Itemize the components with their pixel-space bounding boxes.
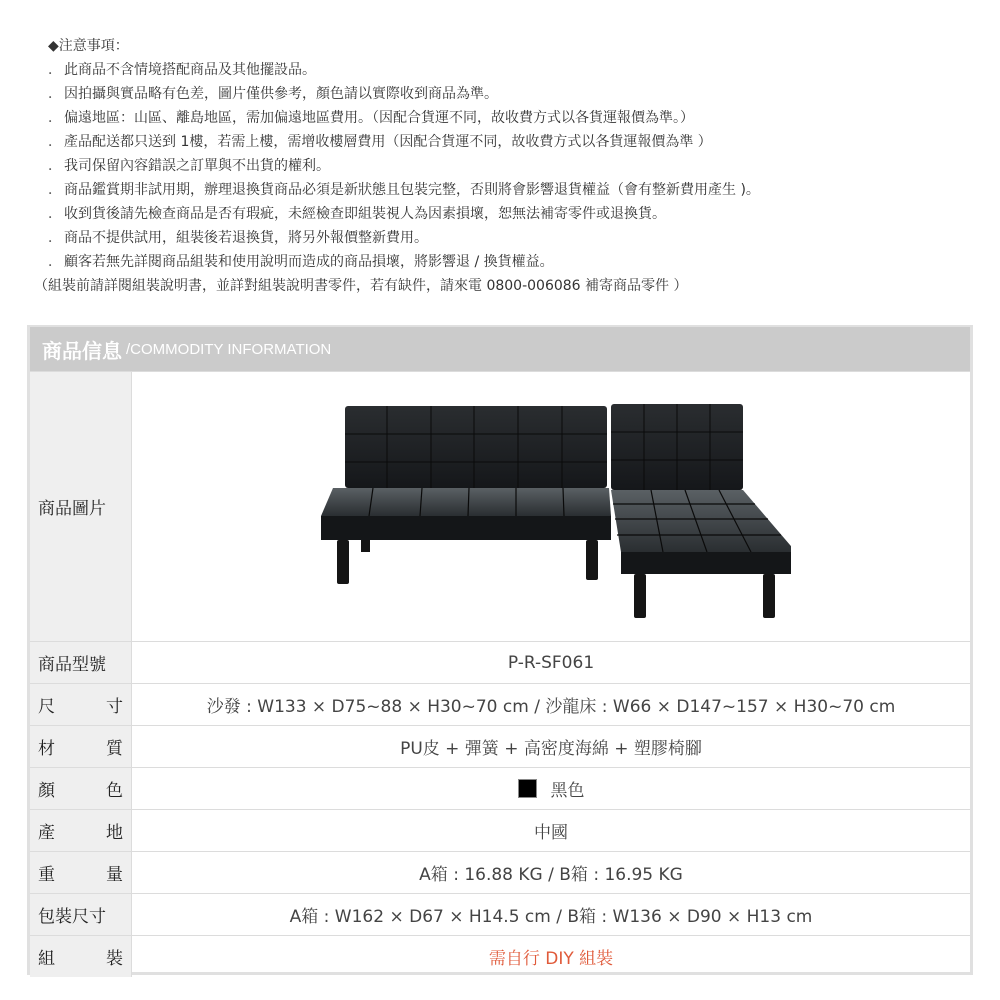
color-name: 黑色 bbox=[550, 781, 585, 801]
label-char: 尺 bbox=[38, 697, 55, 717]
notice-item bbox=[34, 58, 984, 82]
notice-text: 顧客若無先詳閱商品組裝和使用說明而造成的商品損壞，將影響退 / 換貨權益。 bbox=[64, 254, 554, 270]
bullet: ． bbox=[48, 134, 62, 150]
row-value: P-R-SF061 bbox=[507, 652, 595, 673]
notice-item bbox=[34, 154, 984, 178]
bullet: ． bbox=[48, 254, 62, 270]
row-label bbox=[30, 936, 132, 977]
notice-text: 收到貨後請先檢查商品是否有瑕疵，未經檢查即組裝視人為因素損壞，恕無法補寄零件或退換貨。 bbox=[64, 206, 666, 222]
bullet: ． bbox=[48, 206, 62, 222]
notice-text: 偏遠地區：山區、離島地區，需加偏遠地區費用。（因配合貨運不同，故收費方式以各貨運報價為準。） bbox=[64, 110, 694, 126]
row-model bbox=[30, 641, 970, 683]
row-label bbox=[30, 726, 132, 767]
row-label bbox=[30, 894, 132, 935]
notice-text: 產品配送都只送到 1樓，若需上樓，需增收樓層費用（因配合貨運不同，故收費方式以各貨運報價為準 ） bbox=[64, 134, 712, 150]
info-header-subtitle: /COMMODITY INFORMATION bbox=[126, 340, 332, 358]
notice-item bbox=[34, 82, 984, 106]
notice-item bbox=[34, 178, 984, 202]
notice-item bbox=[34, 106, 984, 130]
row-color bbox=[30, 767, 970, 809]
row-value bbox=[132, 768, 970, 809]
row-assembly bbox=[30, 935, 970, 977]
row-package-size bbox=[30, 893, 970, 935]
label-text: 商品圖片 bbox=[38, 499, 106, 519]
bullet: ． bbox=[48, 86, 62, 102]
row-value-assembly-required: 需自行 DIY 組裝 bbox=[488, 949, 614, 969]
row-value: PU皮 + 彈簧 + 高密度海綿 + 塑膠椅腳 bbox=[400, 739, 702, 759]
notice-section bbox=[34, 34, 984, 298]
row-size bbox=[30, 683, 970, 725]
row-material bbox=[30, 725, 970, 767]
label-char: 裝 bbox=[106, 949, 123, 969]
notice-title: ◆注意事項： bbox=[48, 38, 129, 54]
bullet: ． bbox=[48, 158, 62, 174]
notice-item bbox=[34, 226, 984, 250]
label-text: 包裝尺寸 bbox=[38, 907, 106, 927]
label-text: 商品型號 bbox=[38, 655, 106, 675]
info-header-title: 商品信息 bbox=[42, 338, 122, 363]
row-label bbox=[30, 642, 132, 683]
label-char: 地 bbox=[106, 823, 123, 843]
info-header bbox=[30, 327, 970, 371]
bullet: ． bbox=[48, 182, 62, 198]
label-char: 組 bbox=[38, 949, 55, 969]
notice-item bbox=[34, 130, 984, 154]
row-label bbox=[30, 372, 132, 641]
commodity-info-table bbox=[27, 325, 973, 975]
notice-footer: （組裝前請詳閱組裝說明書，並詳對組裝說明書零件，若有缺件，請來電 0800-006086 補寄商品零件 ） bbox=[34, 278, 688, 294]
row-product-image bbox=[30, 371, 970, 641]
row-label bbox=[30, 810, 132, 851]
bullet: ． bbox=[48, 230, 62, 246]
label-char: 色 bbox=[106, 781, 123, 801]
notice-text: 商品鑑賞期非試用期，辦理退換貨商品必須是新狀態且包裝完整，否則將會影響退貨權益（會有整新費用產生 )。 bbox=[64, 182, 760, 198]
label-char: 顏 bbox=[38, 781, 55, 801]
color-swatch-icon bbox=[518, 779, 537, 798]
label-char: 材 bbox=[38, 739, 55, 759]
notice-text: 我司保留內容錯誤之訂單與不出貨的權利。 bbox=[64, 158, 330, 174]
notice-item bbox=[34, 202, 984, 226]
row-origin bbox=[30, 809, 970, 851]
product-image-cell bbox=[132, 372, 970, 641]
label-char: 質 bbox=[106, 739, 123, 759]
label-char: 產 bbox=[38, 823, 55, 843]
notice-text: 商品不提供試用，組裝後若退換貨，將另外報價整新費用。 bbox=[64, 230, 428, 246]
row-label bbox=[30, 852, 132, 893]
row-value: A箱 : 16.88 KG / B箱 : 16.95 KG bbox=[419, 865, 683, 885]
bullet: ． bbox=[48, 62, 62, 78]
notice-text: 因拍攝與實品略有色差，圖片僅供參考，顏色請以實際收到商品為準。 bbox=[64, 86, 498, 102]
bullet: ． bbox=[48, 110, 62, 126]
label-char: 重 bbox=[38, 865, 55, 885]
label-char: 量 bbox=[106, 865, 123, 885]
row-label bbox=[30, 768, 132, 809]
label-char: 寸 bbox=[106, 697, 123, 717]
notice-text: 此商品不含情境搭配商品及其他擺設品。 bbox=[64, 62, 316, 78]
row-value: 沙發 : W133 × D75~88 × H30~70 cm / 沙龍床 : W66 × D147~157 × H30~70 cm bbox=[206, 697, 896, 717]
row-value: A箱 : W162 × D67 × H14.5 cm / B箱 : W136 × D90 × H13 cm bbox=[289, 907, 813, 927]
notice-item bbox=[34, 250, 984, 274]
row-value: 中國 bbox=[534, 823, 568, 843]
sofa-image bbox=[311, 392, 791, 622]
row-weight bbox=[30, 851, 970, 893]
row-label bbox=[30, 684, 132, 725]
